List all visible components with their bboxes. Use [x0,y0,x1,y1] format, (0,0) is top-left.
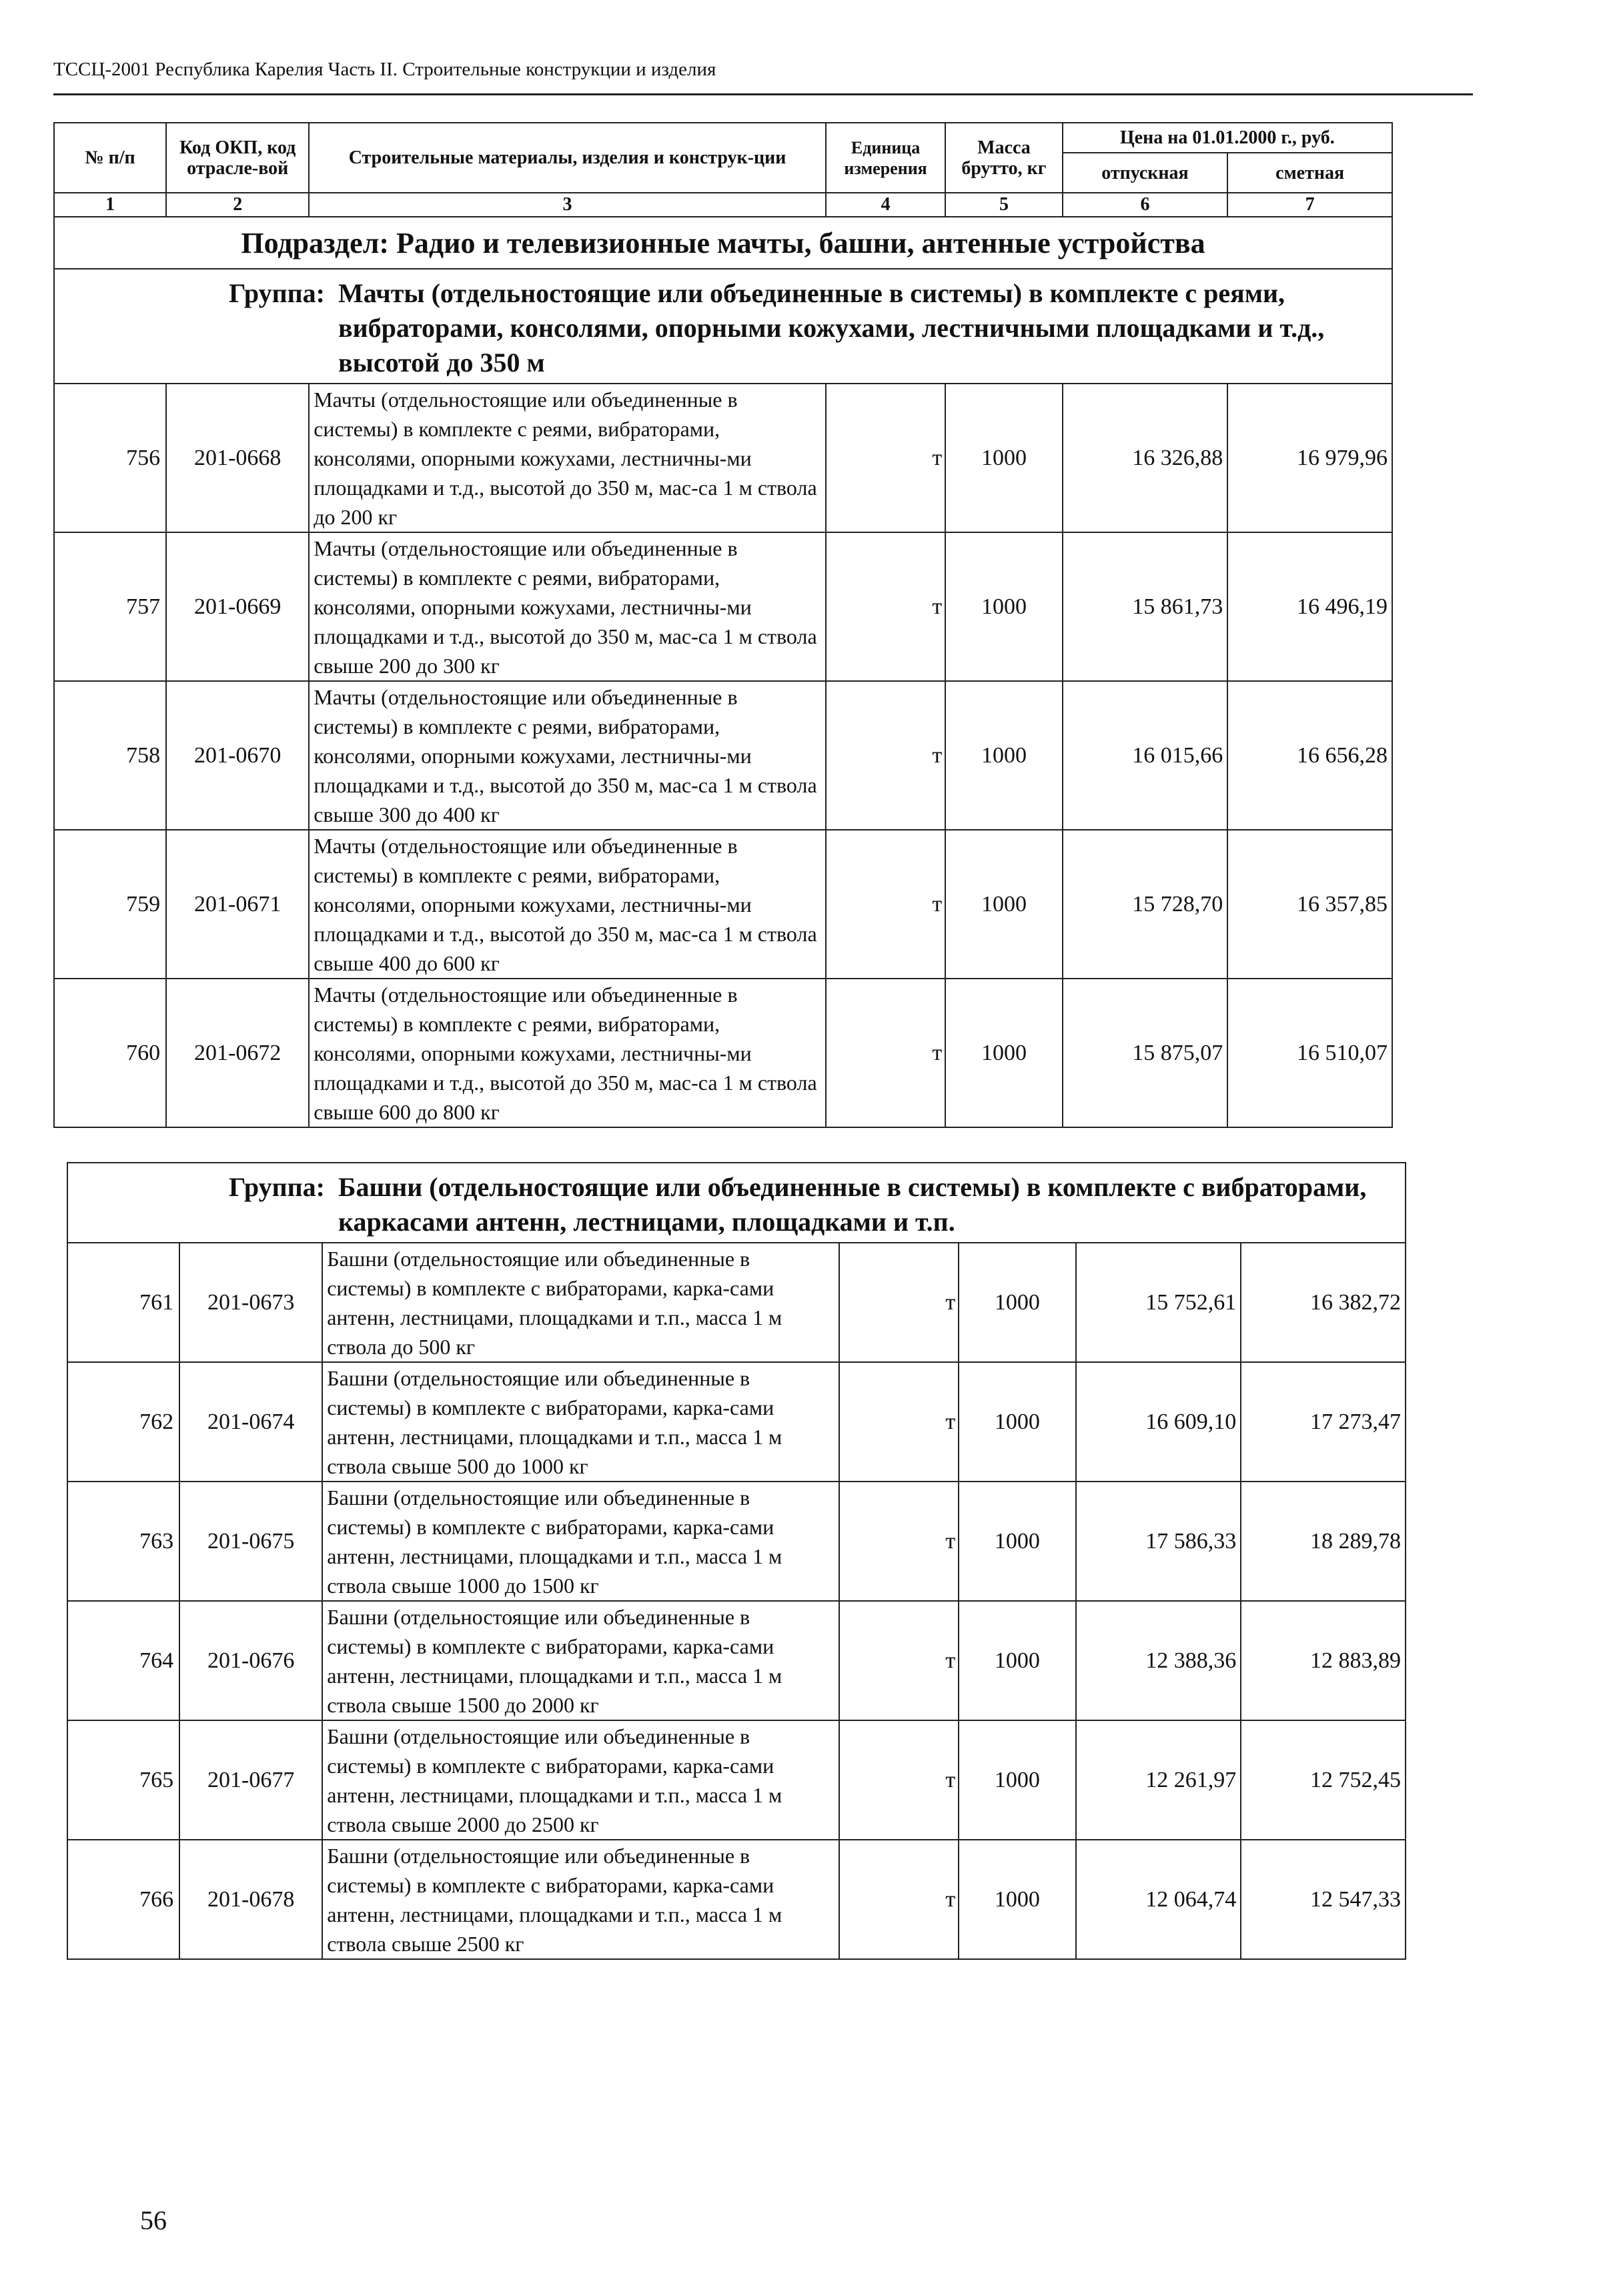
row-description: Башни (отдельностоящие или объединенные в системы) в комплекте с вибраторами, карка-сами антенн, лестницами, площадками и т.п., масса 1 м ствола свыше 2500 кг [322,1840,839,1959]
row-number: 756 [54,384,166,532]
table-row [67,1243,1406,1362]
row-price-estimate: 18 289,78 [1241,1482,1406,1601]
price-table-towers [67,1162,1406,1960]
row-number: 766 [67,1840,179,1959]
col-number: 7 [1227,193,1392,217]
row-mass: 1000 [959,1601,1075,1720]
row-description: Мачты (отдельностоящие или объединенные в системы) в комплекте с реями, вибраторами, консолями, опорными кожухами, лестничны-ми площадками и т.д., высотой до 350 м, мас-са 1 м ствола свыше 400 до 600 кг [309,830,826,979]
row-unit: т [839,1243,959,1362]
row-price-release: 16 326,88 [1063,384,1228,532]
row-number: 764 [67,1601,179,1720]
price-table-masts [53,122,1393,1128]
row-description: Башни (отдельностоящие или объединенные в системы) в комплекте с вибраторами, карка-сами антенн, лестницами, площадками и т.п., масса 1 м ствола свыше 500 до 1000 кг [322,1362,839,1482]
row-mass: 1000 [959,1362,1075,1482]
col-header-num: № п/п [54,123,166,193]
row-price-estimate: 16 357,85 [1227,830,1392,979]
group-heading [54,269,1392,384]
row-code: 201-0674 [179,1362,322,1482]
page-number: 56 [140,2205,167,2235]
header-rule [53,93,1473,95]
row-description: Башни (отдельностоящие или объединенные в системы) в комплекте с вибраторами, карка-сами антенн, лестницами, площадками и т.п., масса 1 м ствола свыше 2000 до 2500 кг [322,1720,839,1840]
row-price-estimate: 16 510,07 [1227,979,1392,1127]
row-number: 759 [54,830,166,979]
col-number: 2 [166,193,309,217]
table-row [54,532,1392,681]
col-header-price-estimate: сметная [1227,153,1392,193]
row-price-estimate: 12 752,45 [1241,1720,1406,1840]
row-code: 201-0668 [166,384,309,532]
row-unit: т [826,979,945,1127]
row-mass: 1000 [945,830,1062,979]
row-code: 201-0678 [179,1840,322,1959]
row-price-release: 12 261,97 [1076,1720,1241,1840]
group-title: Мачты (отдельностоящие или объединенные в системы) в комплекте с реями, вибраторами, консолями, опорными кожухами, лестничными площадками и т.д., высотой до 350 м [338,278,1325,378]
row-code: 201-0677 [179,1720,322,1840]
row-price-release: 16 015,66 [1063,681,1228,830]
row-code: 201-0676 [179,1601,322,1720]
col-number: 6 [1063,193,1228,217]
row-mass: 1000 [959,1840,1075,1959]
row-description: Мачты (отдельностоящие или объединенные в системы) в комплекте с реями, вибраторами, консолями, опорными кожухами, лестничны-ми площадками и т.д., высотой до 350 м, мас-са 1 м ствола свыше 600 до 800 кг [309,979,826,1127]
table-row [67,1362,1406,1482]
table-row [67,1720,1406,1840]
row-number: 761 [67,1243,179,1362]
row-code: 201-0671 [166,830,309,979]
row-number: 762 [67,1362,179,1482]
row-description: Мачты (отдельностоящие или объединенные в системы) в комплекте с реями, вибраторами, консолями, опорными кожухами, лестничны-ми площадками и т.д., высотой до 350 м, мас-са 1 м ствола до 200 кг [309,384,826,532]
row-mass: 1000 [959,1482,1075,1601]
row-unit: т [826,384,945,532]
row-price-release: 15 728,70 [1063,830,1228,979]
table-row [67,1482,1406,1601]
row-code: 201-0670 [166,681,309,830]
row-mass: 1000 [945,979,1062,1127]
row-price-release: 17 586,33 [1076,1482,1241,1601]
running-header: ТССЦ-2001 Республика Карелия Часть II. Строительные конструкции и изделия [53,59,716,80]
subsection-heading [54,217,1392,269]
row-price-release: 15 861,73 [1063,532,1228,681]
row-code: 201-0672 [166,979,309,1127]
table-row [67,1840,1406,1959]
row-price-estimate: 16 496,19 [1227,532,1392,681]
table-row [54,830,1392,979]
table-row [54,384,1392,532]
row-mass: 1000 [959,1720,1075,1840]
row-code: 201-0673 [179,1243,322,1362]
col-number: 4 [826,193,945,217]
row-code: 201-0675 [179,1482,322,1601]
col-number: 3 [309,193,826,217]
row-description: Башни (отдельностоящие или объединенные в системы) в комплекте с вибраторами, карка-сами антенн, лестницами, площадками и т.п., масса 1 м ствола свыше 1500 до 2000 кг [322,1601,839,1720]
row-unit: т [839,1362,959,1482]
row-price-estimate: 12 883,89 [1241,1601,1406,1720]
row-description: Мачты (отдельностоящие или объединенные в системы) в комплекте с реями, вибраторами, консолями, опорными кожухами, лестничны-ми площадками и т.д., высотой до 350 м, мас-са 1 м ствола свыше 300 до 400 кг [309,681,826,830]
col-header-price-group: Цена на 01.01.2000 г., руб. [1063,123,1392,153]
row-description: Мачты (отдельностоящие или объединенные в системы) в комплекте с реями, вибраторами, консолями, опорными кожухами, лестничны-ми площадками и т.д., высотой до 350 м, мас-са 1 м ствола свыше 200 до 300 кг [309,532,826,681]
col-header-mass: Масса брутто, кг [945,123,1062,193]
group-heading [67,1163,1406,1243]
col-header-unit: Единица измерения [826,123,945,193]
col-header-material: Строительные материалы, изделия и конструк-ции [309,123,826,193]
row-price-estimate: 16 382,72 [1241,1243,1406,1362]
row-description: Башни (отдельностоящие или объединенные в системы) в комплекте с вибраторами, карка-сами антенн, лестницами, площадками и т.п., масса 1 м ствола до 500 кг [322,1243,839,1362]
row-price-estimate: 16 979,96 [1227,384,1392,532]
row-price-release: 16 609,10 [1076,1362,1241,1482]
row-number: 760 [54,979,166,1127]
col-header-price-release: отпускная [1063,153,1228,193]
row-code: 201-0669 [166,532,309,681]
table-row [54,681,1392,830]
row-mass: 1000 [959,1243,1075,1362]
row-description: Башни (отдельностоящие или объединенные в системы) в комплекте с вибраторами, карка-сами антенн, лестницами, площадками и т.п., масса 1 м ствола свыше 1000 до 1500 кг [322,1482,839,1601]
row-price-release: 12 388,36 [1076,1601,1241,1720]
row-unit: т [826,532,945,681]
row-unit: т [839,1840,959,1959]
group-label: Группа: [228,1172,325,1202]
row-unit: т [826,830,945,979]
col-number: 5 [945,193,1062,217]
row-mass: 1000 [945,532,1062,681]
col-header-code: Код ОКП, код отрасле-вой [166,123,309,193]
subsection-title: Радио и телевизионные мачты, башни, антенные устройства [396,226,1205,259]
row-number: 763 [67,1482,179,1601]
row-number: 765 [67,1720,179,1840]
row-unit: т [839,1482,959,1601]
row-price-release: 12 064,74 [1076,1840,1241,1959]
row-price-release: 15 752,61 [1076,1243,1241,1362]
row-number: 758 [54,681,166,830]
col-number: 1 [54,193,166,217]
table-row [67,1601,1406,1720]
table-row [54,979,1392,1127]
row-unit: т [839,1720,959,1840]
row-price-estimate: 12 547,33 [1241,1840,1406,1959]
group-title: Башни (отдельностоящие или объединенные в системы) в комплекте с вибраторами, каркасами антенн, лестницами, площадками и т.п. [338,1172,1367,1237]
row-number: 757 [54,532,166,681]
row-mass: 1000 [945,681,1062,830]
row-price-estimate: 16 656,28 [1227,681,1392,830]
row-price-release: 15 875,07 [1063,979,1228,1127]
row-unit: т [826,681,945,830]
subsection-label: Подраздел: [241,226,390,259]
group-label: Группа: [228,278,325,308]
row-unit: т [839,1601,959,1720]
row-price-estimate: 17 273,47 [1241,1362,1406,1482]
row-mass: 1000 [945,384,1062,532]
